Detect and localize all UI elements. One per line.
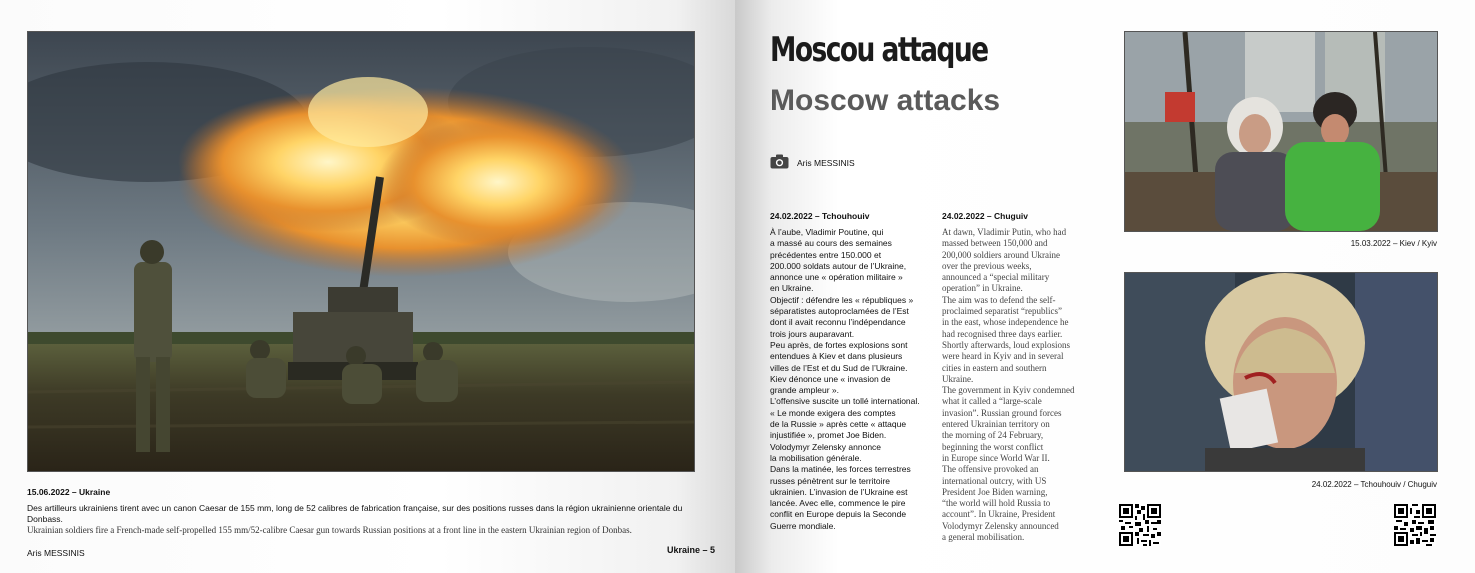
photo-caption-date: 15.06.2022 – Ukraine xyxy=(27,487,111,497)
artillery-firing-photo xyxy=(27,31,695,472)
left-page xyxy=(0,0,735,573)
photo-caption-english: Ukrainian soldiers fire a French-made self-propelled 155 mm/52-calibre Caesar gun towards Russian positions at a front line in the eastern Ukrainian region of Donbas. xyxy=(27,525,632,535)
photo-caption-kyiv: 15.03.2022 – Kiev / Kyiv xyxy=(1350,239,1437,248)
photo-credit: Aris MESSINIS xyxy=(27,548,85,558)
qr-code-icon[interactable] xyxy=(1394,504,1436,546)
photo-caption-french: Des artilleurs ukrainiens tirent avec un canon Caesar de 155 mm, long de 52 calibres de fabrication française, sur des positions russes dans la région ukrainienne orientale du Donbass. xyxy=(27,503,683,524)
article-title-english: Moscow attacks xyxy=(770,84,1001,117)
two-women-photo xyxy=(1124,31,1438,232)
article-body-french: À l’aube, Vladimir Poutine, qui a massé au cours des semaines précédentes entre 150.000 et 200.000 soldats autour de l’Ukraine, annonce une « opération militaire » en Ukraine. Objectif : défendre les « républiques » séparatistes autoproclamées de l’Est dont il avait reconnu l’indépendance trois jours auparavant. Peu après, de fortes explosions sont entendues à Kiev et dans plusieurs villes de l’Est et du Sud de l’Ukraine. Kiev dénonce une « invasion de grande ampleur ». L’offensive suscite un tollé international. « Le monde exigera des comptes de la Russie » après cette « attaque injustifiée », promet Joe Biden. Volodymyr Zelensky annonce la mobilisation générale. Dans la matinée, les forces terrestres russes pénètrent sur le territoire ukrainien. L’invasion de l’Ukraine est lancée. Avec elle, commence le pire conflit en Europe depuis la Seconde Guerre mondiale. xyxy=(770,227,920,531)
photographer-name: Aris MESSINIS xyxy=(797,157,855,168)
qr-code-icon[interactable] xyxy=(1119,504,1161,546)
photo-caption-chuguiv: 24.02.2022 – Tchouhouiv / Chuguiv xyxy=(1311,480,1437,489)
column-heading-english: 24.02.2022 – Chuguiv xyxy=(942,211,1028,221)
injured-woman-photo xyxy=(1124,272,1438,472)
page-folio: Ukraine – 5 xyxy=(667,545,716,555)
column-heading-french: 24.02.2022 – Tchouhouiv xyxy=(770,211,870,221)
camera-icon xyxy=(770,154,789,171)
photo-credit-row xyxy=(770,154,855,171)
article-body-english: At dawn, Vladimir Putin, who had massed between 150,000 and 200,000 soldiers around Ukraine over the previous weeks, announced a “special military operation” in Ukraine. The aim was to defend the self- proclaimed separatist “republics” in the east, whose independence he had recognised three days earlier. Shortly afterwards, loud explosions were heard in Kyiv and in several cities in eastern and southern Ukraine. The government in Kyiv condemned what it called a “large-scale invasion”. Russian ground forces entered Ukrainian territory on the morning of 24 February, beginning the worst conflict in Europe since World War II. The offensive provoked an international outcry, with US President Joe Biden warning, “the world will hold Russia to account”. In Ukraine, President Volodymyr Zelensky announced a general mobilisation. xyxy=(942,227,1075,543)
article-title-french: Moscou attaque xyxy=(770,30,988,70)
